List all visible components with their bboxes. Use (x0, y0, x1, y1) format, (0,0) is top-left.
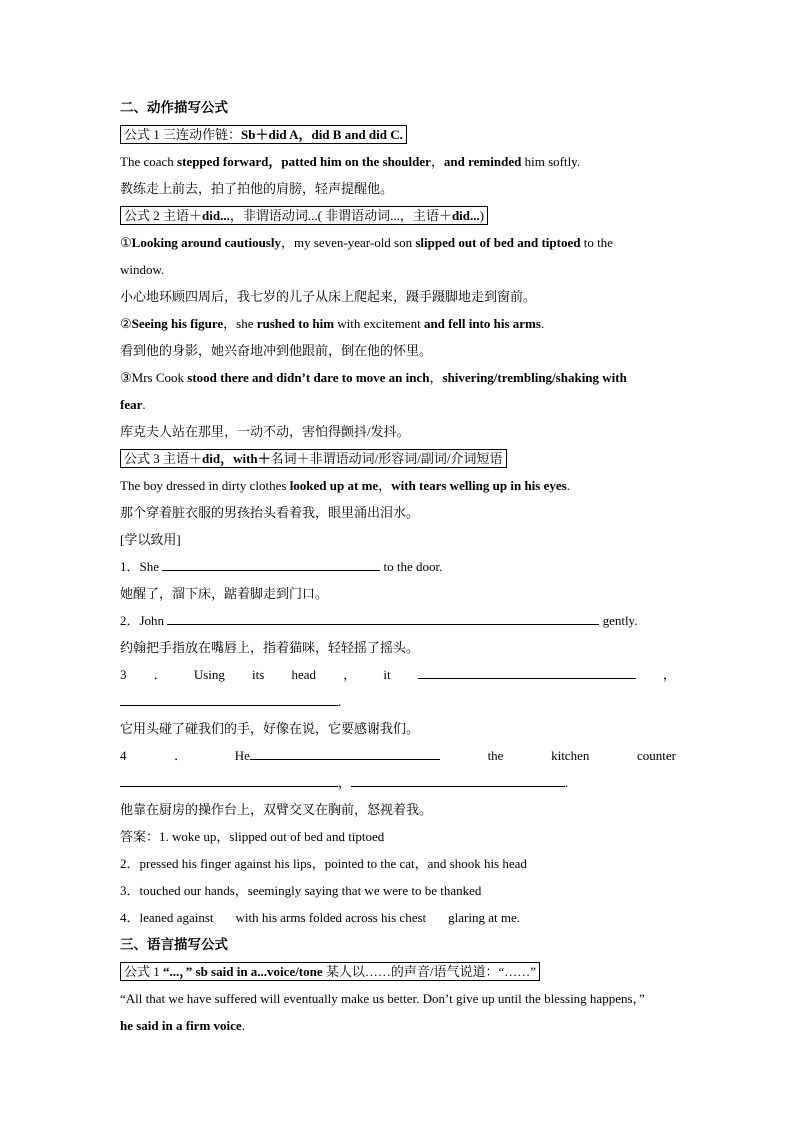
answer-blank[interactable] (120, 691, 338, 706)
answer-blank[interactable] (351, 772, 565, 787)
example-translation: 看到他的身影，她兴奋地冲到他跟前，倒在他的怀里。 (120, 343, 433, 358)
formula-1-box (120, 121, 676, 148)
example-sentence: “All that we have suffered will eventually make us better. Don’t give up until the blessing happens，” (120, 991, 645, 1006)
answer-key-1: 答案：1. woke up，slipped out of bed and tiptoed (120, 829, 385, 844)
formula-expression: Sb＋did A，did B and did C. (241, 127, 403, 142)
answer-blank[interactable] (167, 610, 599, 625)
example-sentence-continued: fear. (120, 397, 146, 412)
answer-key-2: 2．pressed his finger against his lips，pointed to the cat，and shook his head (120, 856, 527, 871)
example-sentence: ③Mrs Cook stood there and didn’t dare to move an inch，shivering/trembling/shaking with (120, 370, 627, 385)
exercise-translation: 他靠在厨房的操作台上，双臂交叉在胸前，怒视着我。 (120, 802, 433, 817)
example-sentence-continued: he said in a firm voice. (120, 1018, 245, 1033)
answer-blank[interactable] (250, 745, 440, 760)
exercise-continued: ， . (120, 769, 676, 796)
practice-title: [学以致用] (120, 532, 181, 547)
section-heading-action: 二、动作描写公式 (120, 100, 228, 115)
exercise-4: 4 ． He the kitchen counter (120, 742, 676, 769)
answer-blank[interactable] (418, 664, 636, 679)
exercise-2: 2．John gently. (120, 607, 676, 634)
answer-key-3: 3．touched our hands，seemingly saying that we were to be thanked (120, 883, 482, 898)
exercise-translation: 约翰把手指放在嘴唇上，指着猫咪，轻轻摇了摇头。 (120, 640, 420, 655)
example-translation: 小心地环顾四周后，我七岁的儿子从床上爬起来，蹑手蹑脚地走到窗前。 (120, 289, 537, 304)
formula-3-box: 公式 3 主语＋did，with＋名词＋非谓语动词/形容词/副词/介词短语 (120, 445, 676, 472)
answer-blank[interactable] (120, 772, 338, 787)
exercise-3: 3 ． Using its head ， it ， (120, 661, 676, 688)
exercise-continued: . (120, 688, 676, 715)
answer-key-4: 4．leaned against with his arms folded across his chest glaring at me. (120, 910, 520, 925)
exercise-1: 1．She to the door. (120, 553, 676, 580)
section-heading-speech: 三、语言描写公式 (120, 937, 228, 952)
example-translation: 那个穿着脏衣服的男孩抬头看着我，眼里涌出泪水。 (120, 505, 420, 520)
example-sentence: ②Seeing his figure，she rushed to him with excitement and fell into his arms. (120, 316, 545, 331)
formula-label: 公式 1 三连动作链： (124, 127, 242, 142)
example-translation: 教练走上前去，拍了拍他的肩膀，轻声提醒他。 (120, 181, 394, 196)
answer-blank[interactable] (162, 556, 380, 571)
example-translation: 库克夫人站在那里，一动不动，害怕得颤抖/发抖。 (120, 424, 410, 439)
example-sentence: The coach stepped forward，patted him on the shoulder，and reminded him softly. (120, 154, 581, 169)
formula-speech-box: 公式 1 “...，” sb said in a...voice/tone 某人以……的声音/语气说道：“……” (120, 958, 676, 985)
example-sentence-continued: window. (120, 262, 165, 277)
formula-2-box: 公式 2 主语＋did...，非谓语动词...( 非谓语动词...，主语＋did...) (120, 202, 676, 229)
document-page (120, 94, 676, 1039)
example-sentence: The boy dressed in dirty clothes looked up at me，with tears welling up in his eyes. (120, 478, 570, 493)
example-sentence: ①Looking around cautiously，my seven-year-old son slipped out of bed and tiptoed to the (120, 235, 613, 250)
exercise-translation: 她醒了，溜下床，踮着脚走到门口。 (120, 586, 329, 601)
exercise-translation: 它用头碰了碰我们的手，好像在说，它要感谢我们。 (120, 721, 420, 736)
